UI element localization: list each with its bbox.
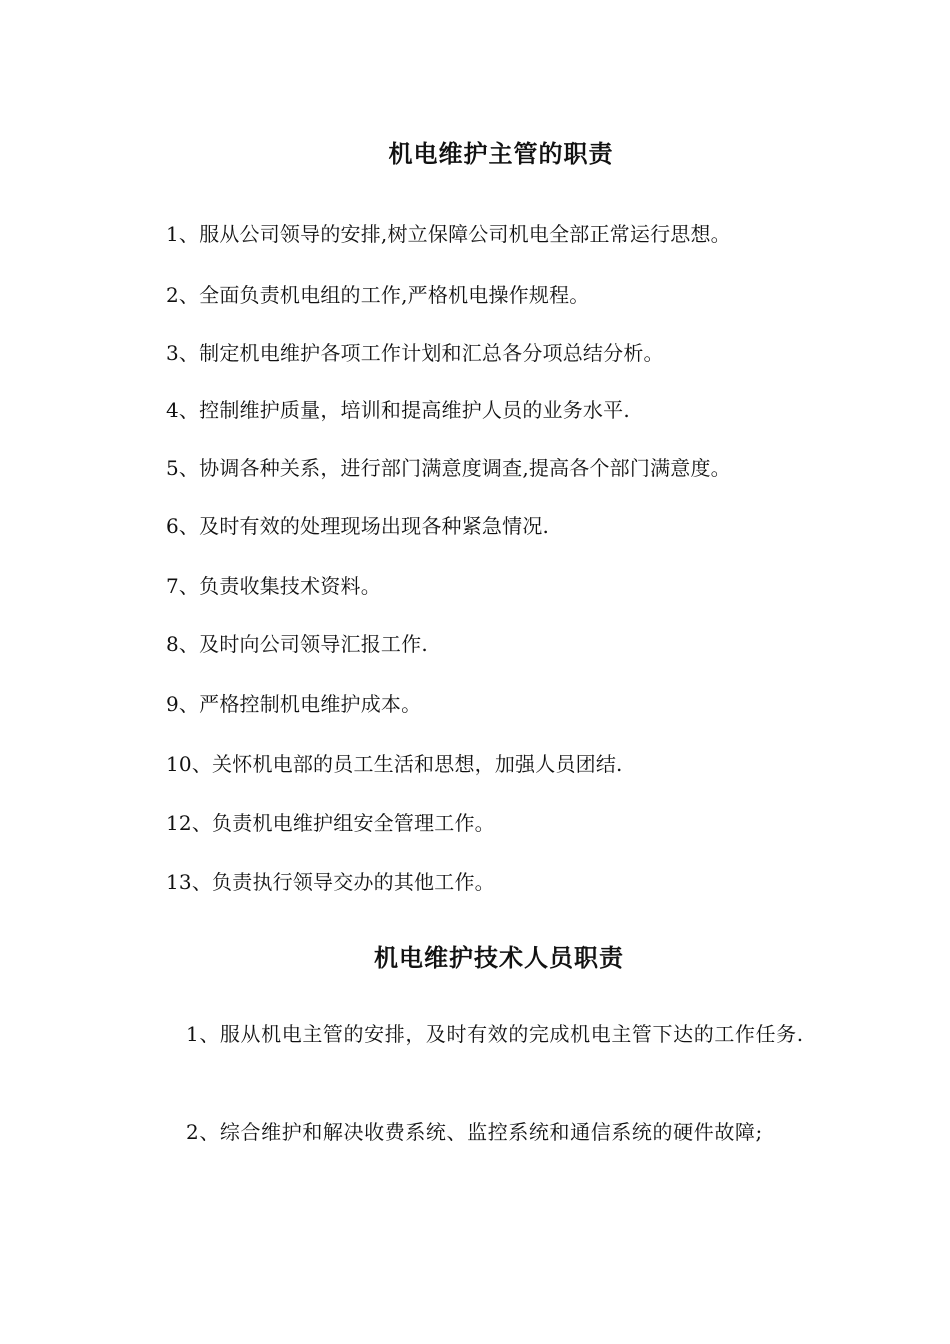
list-item: 2、全面负责机电组的工作,严格机电操作规程。 [166, 283, 590, 307]
list-item: 3、制定机电维护各项工作计划和汇总各分项总结分析。 [166, 341, 664, 365]
list-item: 10、关怀机电部的员工生活和思想，加强人员团结. [166, 752, 623, 776]
list-item: 1、服从公司领导的安排,树立保障公司机电全部正常运行思想。 [166, 222, 731, 246]
list-item: 5、协调各种关系，进行部门满意度调查,提高各个部门满意度。 [166, 456, 731, 480]
list-item: 13、负责执行领导交办的其他工作。 [166, 870, 495, 894]
list-item: 9、严格控制机电维护成本。 [166, 692, 422, 716]
list-item: 8、及时向公司领导汇报工作. [166, 632, 428, 656]
list-item: 6、及时有效的处理现场出现各种紧急情况. [166, 514, 550, 538]
list-item: 7、负责收集技术资料。 [166, 574, 381, 598]
list-item: 4、控制维护质量，培训和提高维护人员的业务水平. [166, 398, 630, 422]
paragraph: 2、综合维护和解决收费系统、监控系统和通信系统的硬件故障; [186, 1120, 763, 1144]
paragraph: 1、服从机电主管的安排，及时有效的完成机电主管下达的工作任务. [186, 1022, 804, 1046]
section-title: 机电维护主管的职责 [388, 139, 614, 168]
list-item: 12、负责机电维护组安全管理工作。 [166, 811, 495, 835]
section-title: 机电维护技术人员职责 [374, 943, 624, 972]
